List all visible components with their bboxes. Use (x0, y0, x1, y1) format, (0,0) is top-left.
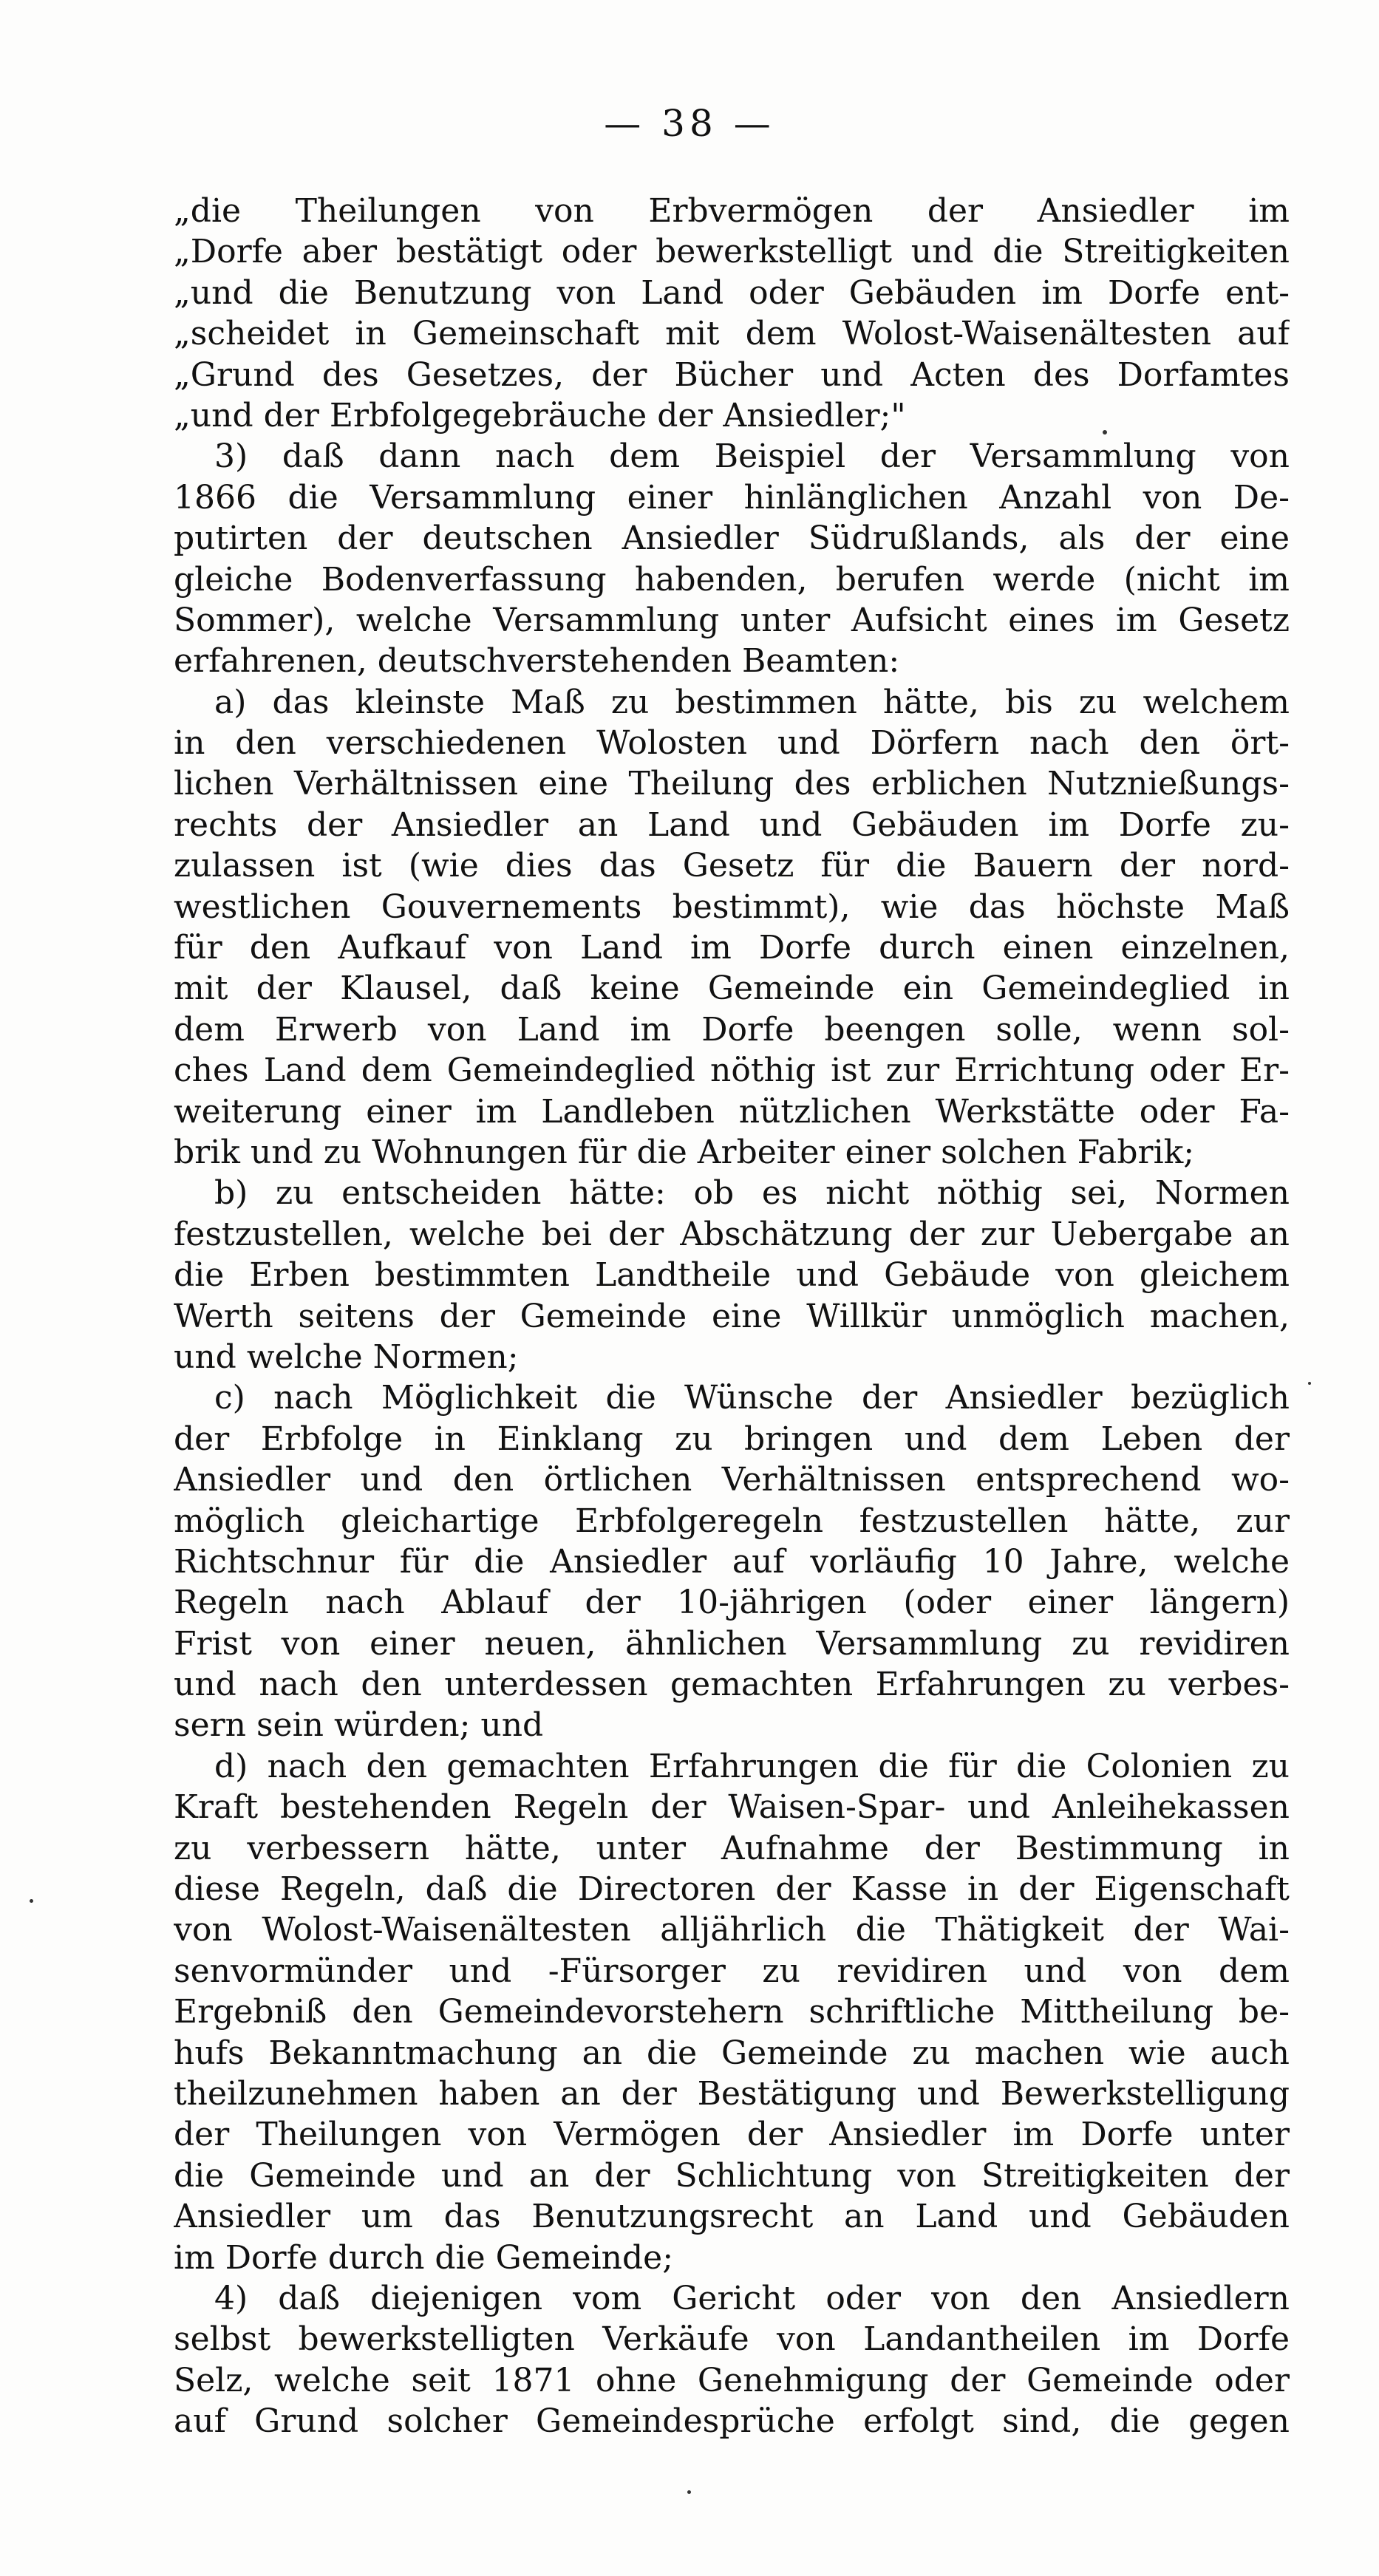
text-line: theilzunehmen haben an der Bestätigung und Bewerkstelligung (174, 2074, 1290, 2113)
text-line: für den Aufkauf von Land im Dorfe durch einen einzelnen, (174, 929, 1290, 967)
text-line: d) nach den gemachten Erfahrungen die für die Colonien zu (214, 1747, 1290, 1785)
text-line: b) zu entscheiden hätte: ob es nicht nöthig sei, Normen (214, 1174, 1290, 1213)
text-line: zu verbessern hätte, unter Aufnahme der Bestimmung in (174, 1829, 1290, 1867)
body-text (174, 191, 1290, 2442)
text-line: diese Regeln, daß die Directoren der Kasse in der Eigenschaft (174, 1870, 1290, 1909)
text-line: gleiche Bodenverfassung habenden, berufen werde (nicht im (174, 560, 1290, 599)
text-line: Regeln nach Ablauf der 10-jährigen (oder einer längern) (174, 1584, 1290, 1622)
text-line: möglich gleichartige Erbfolgeregeln festzustellen hätte, zur (174, 1502, 1290, 1540)
text-line: 1866 die Versammlung einer hinlänglichen Anzahl von De- (174, 478, 1290, 517)
text-line: Ansiedler um das Benutzungsrecht an Land und Gebäuden (174, 2198, 1290, 2236)
text-line: lichen Verhältnissen eine Theilung des erblichen Nutznießungs- (174, 765, 1290, 803)
text-line: hufs Bekanntmachung an die Gemeinde zu machen wie auch (174, 2034, 1290, 2072)
text-line: Selz, welche seit 1871 ohne Genehmigung der Gemeinde oder (174, 2361, 1290, 2399)
text-line: „und der Erbfolgegebräuche der Ansiedler;" (174, 396, 906, 435)
text-line: Sommer), welche Versammlung unter Aufsicht eines im Gesetz (174, 601, 1290, 639)
text-line: im Dorfe durch die Gemeinde; (174, 2238, 674, 2277)
text-line: dem Erwerb von Land im Dorfe beengen solle, wenn sol- (174, 1010, 1290, 1049)
text-line: Ansiedler und den örtlichen Verhältnissen entsprechend wo- (174, 1461, 1290, 1499)
text-line: sern sein würden; und (174, 1706, 544, 1745)
text-line: ches Land dem Gemeindeglied nöthig ist zur Errichtung oder Er- (174, 1052, 1290, 1090)
print-speck (1308, 1382, 1311, 1385)
text-line: und nach den unterdessen gemachten Erfahrungen zu verbes- (174, 1666, 1290, 1704)
text-line: festzustellen, welche bei der Abschätzung der zur Uebergabe an (174, 1215, 1290, 1253)
text-line: der Theilungen von Vermögen der Ansiedler im Dorfe unter (174, 2116, 1290, 2154)
text-line: Frist von einer neuen, ähnlichen Versammlung zu revidiren (174, 1624, 1290, 1663)
text-line: „scheidet in Gemeinschaft mit dem Wolost-Waisenältesten auf (174, 315, 1290, 353)
text-line: 4) daß diejenigen vom Gericht oder von den Ansiedlern (214, 2279, 1290, 2317)
text-line: mit der Klausel, daß keine Gemeinde ein Gemeindeglied in (174, 970, 1290, 1008)
text-line: putirten der deutschen Ansiedler Südrußlands, als der eine (174, 519, 1290, 558)
text-line: Kraft bestehenden Regeln der Waisen-Spar- und Anleihekassen (174, 1788, 1290, 1827)
print-speck (30, 1899, 33, 1903)
print-speck (687, 2490, 691, 2494)
text-line: selbst bewerkstelligten Verkäufe von Landantheilen im Dorfe (174, 2320, 1290, 2359)
text-line: und welche Normen; (174, 1338, 519, 1376)
text-line: westlichen Gouvernements bestimmt), wie das höchste Maß (174, 887, 1290, 926)
text-line: der Erbfolge in Einklang zu bringen und dem Leben der (174, 1420, 1290, 1458)
text-line: Richtschnur für die Ansiedler auf vorläufig 10 Jahre, welche (174, 1542, 1290, 1581)
text-line: a) das kleinste Maß zu bestimmen hätte, bis zu welchem (214, 683, 1290, 721)
text-line: erfahrenen, deutschverstehenden Beamten: (174, 642, 900, 681)
text-line: brik und zu Wohnungen für die Arbeiter einer solchen Fabrik; (174, 1133, 1195, 1171)
page-number: — 38 — (604, 102, 775, 145)
text-line: „Dorfe aber bestätigt oder bewerkstelligt und die Streitigkeiten (174, 233, 1290, 271)
text-line: Werth seitens der Gemeinde eine Willkür unmöglich machen, (174, 1297, 1290, 1335)
text-line: senvormünder und -Fürsorger zu revidiren und von dem (174, 1952, 1290, 1990)
text-line: rechts der Ansiedler an Land und Gebäuden im Dorfe zu- (174, 805, 1290, 844)
text-line: „die Theilungen von Erbvermögen der Ansiedler im (174, 192, 1290, 230)
text-line: in den verschiedenen Wolosten und Dörfern nach den ört- (174, 724, 1290, 763)
text-line: auf Grund solcher Gemeindesprüche erfolgt sind, die gegen (174, 2402, 1290, 2441)
text-line: „und die Benutzung von Land oder Gebäuden im Dorfe ent- (174, 273, 1290, 312)
text-line: die Gemeinde und an der Schlichtung von Streitigkeiten der (174, 2156, 1290, 2195)
text-line: zulassen ist (wie dies das Gesetz für die Bauern der nord- (174, 847, 1290, 885)
print-speck (1103, 430, 1107, 435)
text-line: 3) daß dann nach dem Beispiel der Versammlung von (214, 437, 1290, 476)
text-line: „Grund des Gesetzes, der Bücher und Acten des Dorfamtes (174, 355, 1290, 394)
text-line: weiterung einer im Landleben nützlichen Werkstätte oder Fa- (174, 1092, 1290, 1131)
text-line: Ergebniß den Gemeindevorstehern schriftliche Mittheilung be- (174, 1993, 1290, 2031)
text-line: die Erben bestimmten Landtheile und Gebäude von gleichem (174, 1256, 1290, 1295)
text-line: c) nach Möglichkeit die Wünsche der Ansiedler bezüglich (214, 1379, 1290, 1417)
text-line: von Wolost-Waisenältesten alljährlich die Thätigkeit der Wai- (174, 1911, 1290, 1949)
